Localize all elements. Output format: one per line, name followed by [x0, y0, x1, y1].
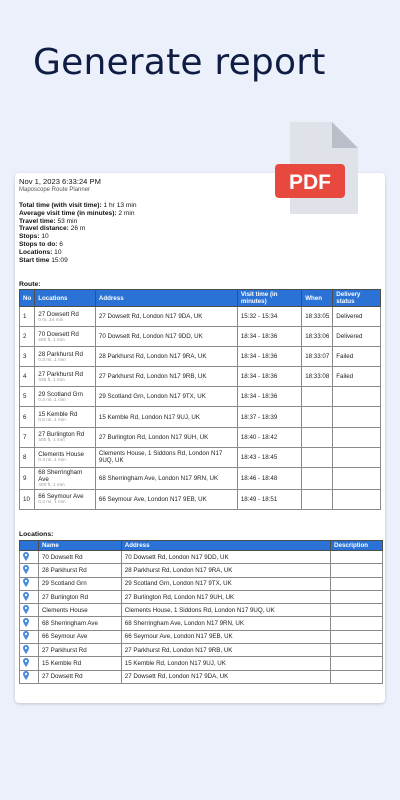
stop-visit-time: 18:40 - 18:42 — [237, 427, 301, 447]
stat-label: Travel time: — [19, 217, 56, 225]
stop-when — [302, 489, 333, 509]
table-row — [20, 467, 381, 489]
table-row — [20, 427, 381, 447]
stat-value: 15:09 — [49, 256, 68, 264]
location-name: 27 Burlington Rd — [38, 590, 121, 603]
stop-address: 66 Seymour Ave, London N17 9EB, UK — [95, 489, 237, 509]
pin-cell — [20, 590, 39, 603]
stop-when — [302, 447, 333, 467]
location-address: 15 Kemble Rd, London N17 9UJ, UK — [121, 657, 330, 670]
pdf-file-icon — [272, 118, 362, 218]
location-description — [331, 604, 383, 617]
stop-when: 18:33:07 — [302, 347, 333, 367]
report-header — [19, 178, 101, 194]
stop-number: 7 — [20, 427, 35, 447]
stop-distance: 0.3 mi, 1 min — [38, 500, 66, 506]
table-row — [20, 670, 383, 683]
stop-location — [35, 367, 96, 387]
stat-line — [19, 218, 137, 226]
stop-name: 27 Dowsett Rd — [38, 310, 79, 318]
stop-name: 15 Kemble Rd — [38, 411, 78, 419]
location-address: 27 Parkhurst Rd, London N17 9RB, UK — [121, 644, 330, 657]
delivery-status — [333, 467, 381, 489]
report-stats — [19, 202, 137, 264]
delivery-status: Failed — [333, 347, 381, 367]
table-row — [20, 551, 383, 564]
report-app-name: Maposcope Route Planner — [19, 187, 91, 194]
delivery-status — [333, 387, 381, 407]
route-col-header: Address — [95, 290, 237, 307]
stat-value: 10 — [39, 233, 49, 241]
stat-value: 26 m — [68, 225, 86, 233]
table-row — [20, 407, 381, 427]
stat-value: 2 min — [116, 209, 135, 217]
stop-when — [302, 427, 333, 447]
stop-address: 70 Dowsett Rd, London N17 9DD, UK — [95, 327, 237, 347]
location-col-header: Name — [38, 541, 121, 551]
stop-location — [35, 347, 96, 367]
location-name: 70 Dowsett Rd — [38, 551, 121, 564]
stat-label: Average visit time (in minutes): — [19, 209, 117, 217]
page-headline: Generate report — [33, 42, 326, 83]
stop-distance: 200 ft, 1 min — [38, 337, 65, 343]
location-name: 28 Parkhurst Rd — [38, 564, 121, 577]
pin-cell — [20, 644, 39, 657]
stop-distance: 0.5 mi, 1 min — [38, 418, 66, 424]
stop-visit-time: 18:34 - 18:36 — [237, 347, 301, 367]
stop-name: 70 Dowsett Rd — [38, 330, 79, 338]
table-row — [20, 617, 383, 630]
stop-number: 5 — [20, 387, 35, 407]
location-name: 29 Scotland Grn — [38, 577, 121, 590]
stop-address: 68 Sherringham Ave, London N17 9RN, UK — [95, 467, 237, 489]
stop-distance: 400 ft, 1 min — [38, 482, 65, 488]
location-name: 27 Parkhurst Rd — [38, 644, 121, 657]
route-label: Route: — [19, 281, 41, 288]
pdf-label: PDF — [289, 171, 331, 194]
stop-when: 18:33:05 — [302, 307, 333, 327]
stat-line — [19, 225, 137, 233]
pin-cell — [20, 670, 39, 683]
delivery-status — [333, 489, 381, 509]
stop-number: 4 — [20, 367, 35, 387]
stop-location — [35, 427, 96, 447]
table-row — [20, 347, 381, 367]
location-address: 68 Sherringham Ave, London N17 9RN, UK — [121, 617, 330, 630]
table-row — [20, 590, 383, 603]
stop-name: 68 Sherringham Ave — [38, 468, 83, 483]
location-description — [331, 564, 383, 577]
stat-value: 6 — [57, 240, 63, 248]
table-row — [20, 657, 383, 670]
stat-label: Start time — [19, 256, 50, 264]
location-description — [331, 551, 383, 564]
location-address: 66 Seymour Ave, London N17 9EB, UK — [121, 630, 330, 643]
stop-location — [35, 467, 96, 489]
route-col-header: Visit time (in minutes) — [237, 290, 301, 307]
report-document — [15, 173, 385, 703]
pin-cell — [20, 551, 39, 564]
stat-value: 10 — [52, 248, 62, 256]
stop-distance: 0.4 mi, 1 min — [38, 397, 66, 403]
location-description — [331, 670, 383, 683]
location-address: Clements House, 1 Siddons Rd, London N17 9UQ, UK — [121, 604, 330, 617]
stop-number: 9 — [20, 467, 35, 489]
location-name: 66 Seymour Ave — [38, 630, 121, 643]
stop-address: 27 Burlington Rd, London N17 9UH, UK — [95, 427, 237, 447]
stop-distance: 0.3 mi, 1 min — [38, 458, 66, 464]
stop-when — [302, 467, 333, 489]
location-name: 27 Dowsett Rd — [38, 670, 121, 683]
stat-label: Stops: — [19, 233, 40, 241]
delivery-status: Delivered — [333, 307, 381, 327]
delivery-status: Failed — [333, 367, 381, 387]
stop-distance: 400 ft, 1 min — [38, 438, 65, 444]
stat-line — [19, 233, 137, 241]
location-col-header — [20, 541, 39, 551]
stop-address: 28 Parkhurst Rd, London N17 9RA, UK — [95, 347, 237, 367]
stop-location — [35, 387, 96, 407]
stop-address: 29 Scotland Grn, London N17 9TX, UK — [95, 387, 237, 407]
location-description — [331, 644, 383, 657]
pin-cell — [20, 604, 39, 617]
location-description — [331, 590, 383, 603]
stop-visit-time: 18:43 - 18:45 — [237, 447, 301, 467]
delivery-status — [333, 447, 381, 467]
location-description — [331, 577, 383, 590]
location-pin-icon — [23, 552, 35, 563]
table-row — [20, 489, 381, 509]
stop-location — [35, 447, 96, 467]
table-row — [20, 577, 383, 590]
location-description — [331, 630, 383, 643]
location-address: 70 Dowsett Rd, London N17 9DD, UK — [121, 551, 330, 564]
table-row — [20, 387, 381, 407]
location-col-header: Description — [331, 541, 383, 551]
pin-cell — [20, 577, 39, 590]
location-name: 68 Sherringham Ave — [38, 617, 121, 630]
stat-line — [19, 241, 137, 249]
stat-line — [19, 257, 137, 265]
stat-value: 53 min — [55, 217, 78, 225]
pin-cell — [20, 630, 39, 643]
location-name: 15 Kemble Rd — [38, 657, 121, 670]
report-datetime: Nov 1, 2023 6:33:24 PM — [19, 177, 101, 186]
stop-location — [35, 327, 96, 347]
location-description — [331, 657, 383, 670]
pin-cell — [20, 617, 39, 630]
location-pin-icon — [23, 631, 35, 642]
location-address: 28 Parkhurst Rd, London N17 9RA, UK — [121, 564, 330, 577]
stop-number: 2 — [20, 327, 35, 347]
location-address: 27 Dowsett Rd, London N17 9DA, UK — [121, 670, 330, 683]
stop-number: 10 — [20, 489, 35, 509]
route-col-header: When — [302, 290, 333, 307]
stat-label: Stops to do: — [19, 240, 58, 248]
stop-location — [35, 307, 96, 327]
location-pin-icon — [23, 578, 35, 589]
table-row — [20, 564, 383, 577]
stop-distance: 0 m, 24 min — [38, 317, 64, 323]
delivery-status — [333, 427, 381, 447]
stop-address: 27 Parkhurst Rd, London N17 9RB, UK — [95, 367, 237, 387]
stop-number: 6 — [20, 407, 35, 427]
location-pin-icon — [23, 671, 35, 682]
location-description — [331, 617, 383, 630]
stop-distance: 335 ft, 1 min — [38, 377, 65, 383]
route-col-header: Delivery status — [333, 290, 381, 307]
location-pin-icon — [23, 658, 35, 669]
stop-visit-time: 15:32 - 15:34 — [237, 307, 301, 327]
stop-visit-time: 18:46 - 18:48 — [237, 467, 301, 489]
stop-when — [302, 387, 333, 407]
location-col-header: Address — [121, 541, 330, 551]
stat-value: 1 hr 13 min — [101, 202, 137, 209]
table-row — [20, 644, 383, 657]
stop-when: 18:33:08 — [302, 367, 333, 387]
stop-number: 8 — [20, 447, 35, 467]
stop-distance: 0.3 mi, 1 min — [38, 357, 66, 363]
stop-name: 27 Burlington Rd — [38, 431, 85, 439]
stop-name: 27 Parkhurst Rd — [38, 370, 83, 378]
stat-label: Travel distance: — [19, 225, 69, 233]
route-col-header: No — [20, 290, 35, 307]
locations-table — [19, 540, 383, 684]
route-col-header: Locations — [35, 290, 96, 307]
table-row — [20, 367, 381, 387]
location-pin-icon — [23, 592, 35, 603]
location-pin-icon — [23, 605, 35, 616]
location-pin-icon — [23, 565, 35, 576]
pin-cell — [20, 564, 39, 577]
stop-address: 27 Dowsett Rd, London N17 9DA, UK — [95, 307, 237, 327]
table-row — [20, 604, 383, 617]
location-pin-icon — [23, 645, 35, 656]
delivery-status: Delivered — [333, 327, 381, 347]
stop-visit-time: 18:34 - 18:36 — [237, 327, 301, 347]
stop-name: 66 Seymour Ave — [38, 493, 84, 501]
stop-name: 29 Scotland Grn — [38, 390, 83, 398]
stop-visit-time: 18:37 - 18:39 — [237, 407, 301, 427]
stop-location — [35, 407, 96, 427]
stop-number: 3 — [20, 347, 35, 367]
location-address: 27 Burlington Rd, London N17 9UH, UK — [121, 590, 330, 603]
location-name: Clements House — [38, 604, 121, 617]
stop-when: 18:33:06 — [302, 327, 333, 347]
stop-address: Clements House, 1 Siddons Rd, London N17 9UQ, UK — [95, 447, 237, 467]
stop-name: Clements House — [38, 451, 84, 459]
location-pin-icon — [23, 618, 35, 629]
table-row — [20, 447, 381, 467]
stop-visit-time: 18:34 - 18:36 — [237, 387, 301, 407]
stat-label: Locations: — [19, 248, 53, 256]
stop-visit-time: 18:34 - 18:36 — [237, 367, 301, 387]
locations-label: Locations: — [19, 531, 54, 538]
table-row — [20, 327, 381, 347]
stat-line — [19, 210, 137, 218]
stop-name: 28 Parkhurst Rd — [38, 350, 83, 358]
stop-location — [35, 489, 96, 509]
stop-address: 15 Kemble Rd, London N17 9UJ, UK — [95, 407, 237, 427]
delivery-status — [333, 407, 381, 427]
table-row — [20, 630, 383, 643]
location-address: 29 Scotland Grn, London N17 9TX, UK — [121, 577, 330, 590]
stop-visit-time: 18:49 - 18:51 — [237, 489, 301, 509]
stop-number: 1 — [20, 307, 35, 327]
stat-line — [19, 202, 137, 210]
table-row — [20, 307, 381, 327]
route-table — [19, 289, 381, 510]
pin-cell — [20, 657, 39, 670]
stat-line — [19, 249, 137, 257]
stop-when — [302, 407, 333, 427]
stat-label: Total time (with visit time): — [19, 202, 102, 209]
